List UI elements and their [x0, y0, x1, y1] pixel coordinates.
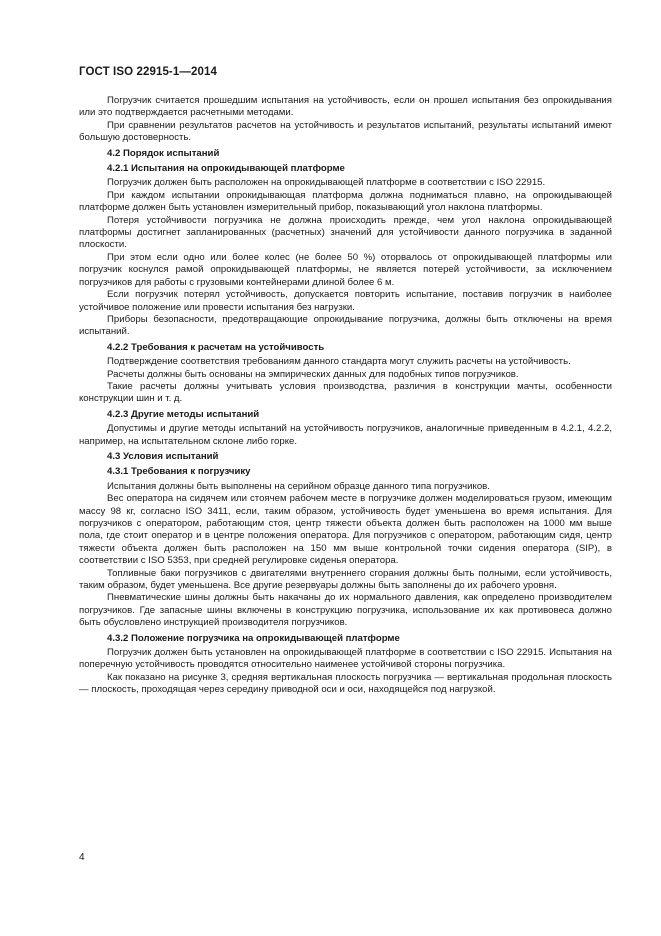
paragraph: Как показано на рисунке 3, средняя вертикальная плоскость погрузчика — вертикальная продольная плоскость — плоскость, проходящая через середину приводной оси и оси, находящейся под нагрузкой.	[79, 671, 612, 696]
section-heading: 4.2.2 Требования к расчетам на устойчивость	[107, 341, 325, 353]
paragraph: Потеря устойчивости погрузчика не должна происходить прежде, чем угол наклона опрокидывающей платформы достигнет запланированных (расчетных) значений для устойчивости данного погрузчика в заданной плоскости.	[79, 214, 612, 251]
paragraph: Допустимы и другие методы испытаний на устойчивость погрузчиков, аналогичные приведенным в 4.2.1, 4.2.2, например, на испытательном склоне либо горке.	[79, 423, 612, 447]
document-body	[79, 95, 612, 697]
paragraph: Погрузчик должен быть расположен на опрокидывающей платформе в соответствии с ISO 22915.	[107, 177, 546, 189]
paragraph: Пневматические шины должны быть накачаны до их нормального давления, как определено производителем погрузчиков. Где запасные шины включены в конструкцию погрузчика, использование их как противовеса должно быть обусловлено инструкцией производителя погрузчиков.	[79, 592, 612, 629]
paragraph: При сравнении результатов расчетов на устойчивость и результатов испытаний, результаты испытаний имеют большую достоверность.	[79, 119, 612, 144]
paragraph: Погрузчик считается прошедшим испытания на устойчивость, если он прошел испытания без опрокидывания или это подтверждается расчетными методами.	[79, 95, 612, 119]
paragraph: При каждом испытании опрокидывающая платформа должна подниматься плавно, на опрокидывающей платформе должен быть установлен измерительный прибор, показывающий угол наклона платформы.	[79, 189, 612, 214]
document-header: ГОСТ ISO 22915-1—2014	[79, 66, 217, 78]
paragraph: При этом если одно или более колес (не более 50 %) оторвалось от опрокидывающей платформы или погрузчик коснулся рамой опрокидывающей платформы, не является потерей устойчивости, за исключением погрузчиков для работы с грузовыми контейнерами длиной более 6 м.	[79, 251, 612, 288]
paragraph: Если погрузчик потерял устойчивость, допускается повторить испытание, поставив погрузчик в наиболее устойчивое положение или провести испытания без нагрузки.	[79, 289, 612, 313]
paragraph: Расчеты должны быть основаны на эмпирических данных для подобных типов погрузчиков.	[107, 368, 519, 380]
paragraph: Вес оператора на сидячем или стоячем рабочем месте в погрузчике должен моделироваться грузом, имеющим массу 98 кг, согласно ISO 3411, если, таким образом, устойчивость будет уменьшена во время испытания. Для погрузчиков с оператором, работающим стоя, центр тяжести объекта должен быть расположен на 1000 мм выше пола, где стоит оператор и в центре положения оператора. Для погрузчиков с оператором, работающим сидя, центр тяжести объекта должен быть расположен на 150 мм выше контрольной точки сидения оператора (SIP), в соответствии с ISO 5353, при средней регулировке сиденья оператора.	[79, 493, 612, 567]
paragraph: Испытания должны быть выполнены на серийном образце данного типа погрузчиков.	[107, 480, 490, 492]
section-heading: 4.3 Условия испытаний	[107, 450, 219, 462]
paragraph: Подтверждение соответствия требованиям данного стандарта могут служить расчеты на устойчивость.	[107, 356, 571, 368]
section-heading: 4.2.3 Другие методы испытаний	[107, 408, 260, 420]
section-heading: 4.3.2 Положение погрузчика на опрокидывающей платформе	[107, 632, 400, 644]
paragraph: Приборы безопасности, предотвращающие опрокидывание погрузчика, должны быть отключены на время испытаний.	[79, 313, 612, 338]
page-number: 4	[79, 852, 85, 863]
paragraph: Топливные баки погрузчиков с двигателями внутреннего сгорания должны быть полными, если устойчивость, таким образом, будет уменьшена. Все другие резервуары должны быть заполнены до их рабочего уровня.	[79, 567, 612, 592]
section-heading: 4.3.1 Требования к погрузчику	[107, 466, 251, 478]
section-heading: 4.2.1 Испытания на опрокидывающей платформе	[107, 163, 345, 175]
paragraph: Погрузчик должен быть установлен на опрокидывающей платформе в соответствии с ISO 22915. Испытания на поперечную устойчивость проводятся относительно наименее устойчивой стороны погрузчика.	[79, 647, 612, 671]
paragraph: Такие расчеты должны учитывать условия производства, различия в конструкции мачты, особенности конструкции шин и т. д.	[79, 380, 612, 405]
section-heading: 4.2 Порядок испытаний	[107, 147, 220, 159]
